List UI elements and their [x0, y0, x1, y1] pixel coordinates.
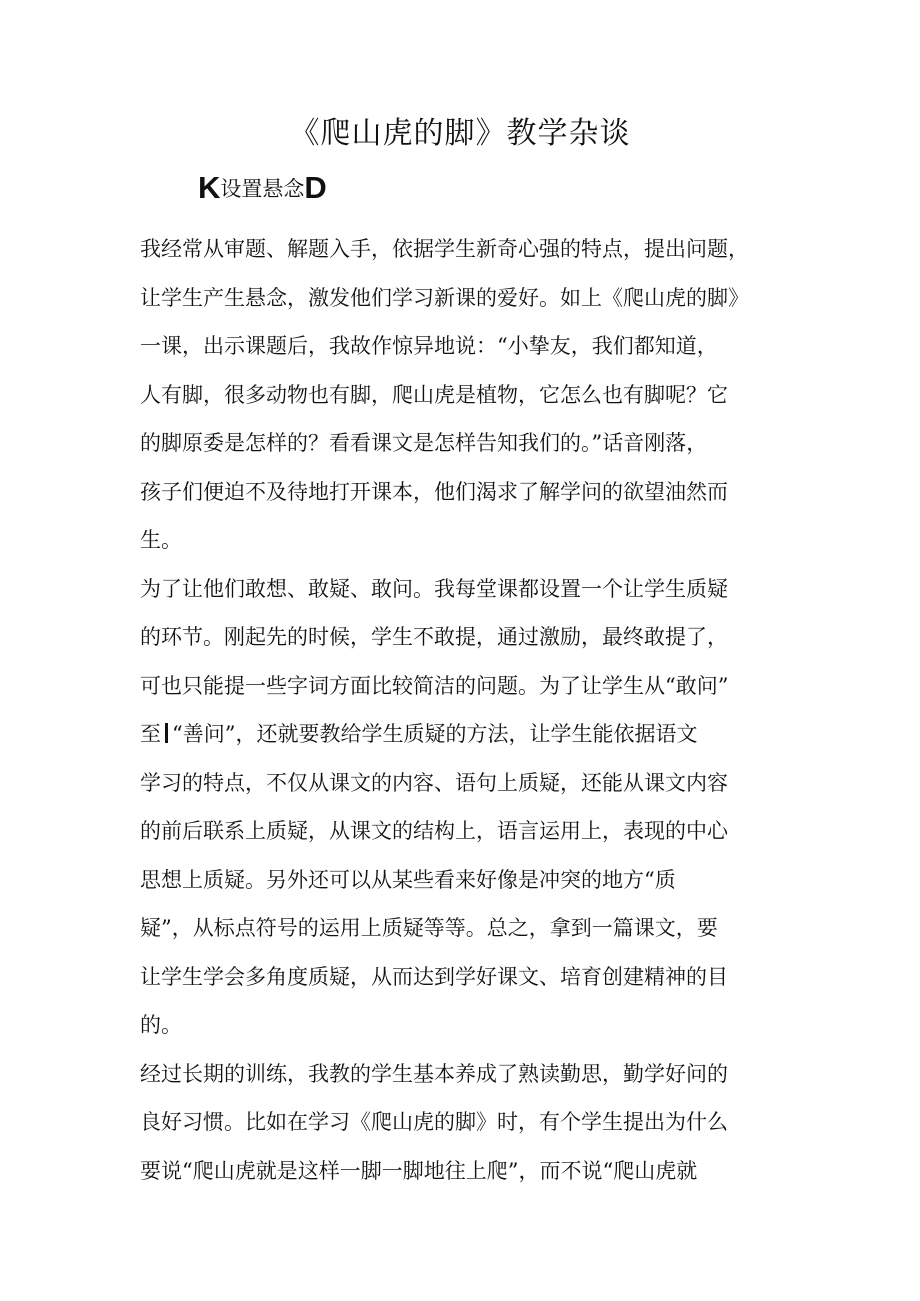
text-line: 人有脚，很多动物也有脚，爬山虎是植物，它怎么也有脚呢？它 [140, 382, 728, 407]
heading-suffix-mark: D [304, 170, 327, 205]
text-line: 可也只能提一些字词方面比较简洁的问题。为了让学生从“敢问” [140, 673, 729, 698]
text-line: 学习的特点，不仅从课文的内容、语句上质疑，还能从课文内容 [140, 770, 728, 795]
text-line: 生。 [140, 528, 182, 552]
text-line: 为了让他们敢想、敢疑、敢问。我每堂课都设置一个让学生质疑 [140, 576, 728, 601]
text-line: 良好习惯。比如在学习《爬山虎的脚》时，有个学生提出为什么 [140, 1110, 728, 1134]
text-line: 我经常从审题、解题入手，依据学生新奇心强的特点，提出问题， [140, 237, 749, 261]
text-fragment: 至 [140, 722, 161, 746]
text-line: 经过长期的训练，我教的学生基本养成了熟读勤思，勤学好问的 [140, 1061, 728, 1086]
text-line: 疑”，从标点符号的运用上质疑等等。总之，拿到一篇课文，要 [140, 916, 718, 940]
text-line: 的。 [140, 1013, 182, 1037]
vertical-bar-mark [165, 723, 168, 743]
text-line: 让学生学会多角度质疑，从而达到学好课文、培育创建精神的目 [140, 964, 728, 989]
document-title: 《爬山虎的脚》教学杂谈 [289, 116, 631, 151]
text-line: 让学生产生悬念，激发他们学习新课的爱好。如上《爬山虎的脚》 [140, 285, 749, 310]
text-line: 孩子们便迫不及待地打开课本，他们渴求了解学问的欲望油然而 [140, 479, 728, 504]
heading-text: 设置悬念 [220, 177, 305, 201]
text-line: 一课，出示课题后，我故作惊异地说：“小挚友，我们都知道， [140, 334, 718, 358]
text-line [140, 713, 780, 762]
text-line: 要说“爬山虎就是这样一脚一脚地往上爬”，而不说“爬山虎就 [140, 1158, 698, 1183]
heading-prefix-mark: K [198, 170, 221, 205]
text-line: 的环节。刚起先的时候，学生不敢提，通过激励，最终敢提了， [140, 625, 728, 649]
text-line: 的脚原委是怎样的？看看课文是怎样告知我们的。”话音刚落， [140, 431, 708, 455]
text-line: 的前后联系上质疑，从课文的结构上，语言运用上，表现的中心 [140, 819, 728, 843]
text-fragment: “善问”，还就要教给学生质疑的方法，让学生能依据语文 [172, 722, 698, 746]
body-text [140, 228, 780, 1198]
section-heading [198, 170, 327, 207]
text-line: 思想上质疑。另外还可以从某些看来好像是冲突的地方“质 [140, 867, 676, 892]
